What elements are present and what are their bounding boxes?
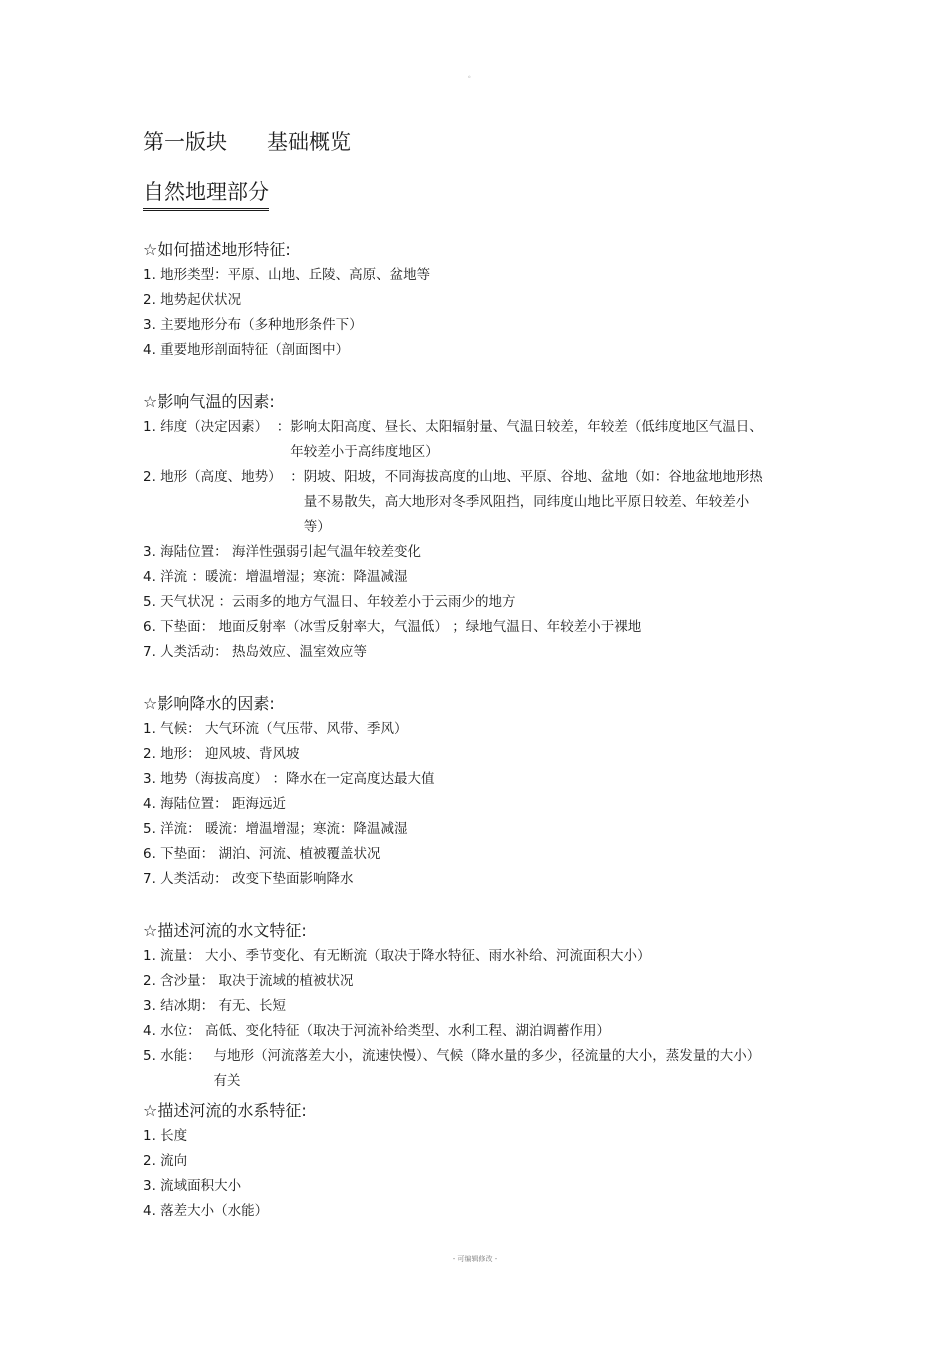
section [143, 389, 763, 665]
item-number: 4. [143, 1023, 161, 1039]
item-number: 1. [143, 1128, 161, 1144]
item-number: 5. [143, 1048, 161, 1064]
list-item [143, 263, 763, 288]
item-text: 水位： 高低、变化特征（取决于河流补给类型、水利工程、湖泊调蓄作用） [160, 1023, 610, 1039]
item-text: 影响太阳高度、昼长、太阳辐射量、气温日较差，年较差（低纬度地区气温日、年较差小于高纬度地区） [290, 419, 763, 460]
item-label: 地形（高度、地势） ： [160, 469, 304, 485]
list-item [143, 1124, 763, 1149]
item-number: 7. [143, 871, 161, 887]
section [143, 691, 763, 892]
item-number: 6. [143, 619, 161, 635]
list-item [143, 288, 763, 313]
item-number: 2. [143, 292, 161, 308]
list-item [143, 1019, 763, 1044]
sections-container [143, 237, 763, 1224]
item-text: 洋流 ：暖流：增温增湿；寒流：降温减湿 [160, 569, 408, 585]
list-item [143, 640, 763, 665]
list-item [143, 1044, 763, 1094]
item-text: 海陆位置： 海洋性强弱引起气温年较差变化 [160, 544, 421, 560]
item-number: 3. [143, 998, 161, 1014]
item-text: 流向 [160, 1153, 188, 1169]
item-number: 2. [143, 469, 161, 485]
list-item [143, 994, 763, 1019]
item-text: 地势（海拔高度） ：降水在一定高度达最大值 [160, 771, 435, 787]
item-text: 主要地形分布（多种地形条件下） [160, 317, 363, 333]
item-number: 3. [143, 1178, 161, 1194]
item-text: 天气状况 ：云雨多的地方气温日、年较差小于云雨少的地方 [160, 594, 516, 610]
item-number: 3. [143, 771, 161, 787]
item-number: 3. [143, 317, 161, 333]
item-text: 地势起伏状况 [160, 292, 242, 308]
list-item [143, 717, 763, 742]
list-item [143, 465, 763, 540]
item-number: 2. [143, 1153, 161, 1169]
list-item [143, 615, 763, 640]
list-item [143, 817, 763, 842]
item-label: 水能： [160, 1048, 214, 1064]
item-number: 4. [143, 569, 161, 585]
list-item [143, 540, 763, 565]
item-number: 7. [143, 644, 161, 660]
item-number: 4. [143, 1203, 161, 1219]
list-item [143, 767, 763, 792]
header-mark: 。 [468, 71, 475, 79]
list-item [143, 1199, 763, 1224]
item-text: 气候： 大气环流（气压带、风带、季风） [160, 721, 408, 737]
item-text: 海陆位置： 距海远近 [160, 796, 286, 812]
block-title: 第一版块 基础概览 [143, 130, 352, 154]
list-item [143, 415, 763, 465]
item-number: 5. [143, 821, 161, 837]
item-text: 长度 [160, 1128, 188, 1144]
item-text: 人类活动： 改变下垫面影响降水 [160, 871, 354, 887]
item-text: 结冰期： 有无、长短 [160, 998, 286, 1014]
section-heading: ☆影响降水的因素: [143, 694, 275, 713]
item-number: 6. [143, 846, 161, 862]
item-number: 3. [143, 544, 161, 560]
list-item [143, 565, 763, 590]
item-text: 地形类型：平原、山地、丘陵、高原、盆地等 [160, 267, 431, 283]
section-heading: ☆影响气温的因素: [143, 392, 275, 411]
list-item [143, 590, 763, 615]
footer-mark: - 可编辑修改 - [452, 1255, 498, 1263]
item-number: 1. [143, 267, 161, 283]
list-item [143, 944, 763, 969]
item-number: 4. [143, 342, 161, 358]
item-number: 4. [143, 796, 161, 812]
list-item [143, 742, 763, 767]
section [143, 918, 763, 1094]
list-item [143, 1174, 763, 1199]
list-item [143, 1149, 763, 1174]
item-number: 1. [143, 419, 161, 435]
item-number: 2. [143, 746, 161, 762]
item-text: 重要地形剖面特征（剖面图中） [160, 342, 350, 358]
item-text: 流域面积大小 [160, 1178, 242, 1194]
item-text: 流量： 大小、季节变化、有无断流（取决于降水特征、雨水补给、河流面积大小） [160, 948, 651, 964]
section-heading: ☆如何描述地形特征: [143, 240, 291, 259]
item-number: 1. [143, 948, 161, 964]
document-body [143, 126, 763, 1224]
item-text: 与地形（河流落差大小，流速快慢）、气候（降水量的多少，径流量的大小，蒸发量的大小）有关 [213, 1048, 761, 1089]
list-item [143, 842, 763, 867]
section [143, 1098, 763, 1224]
list-item [143, 338, 763, 363]
part-title: 自然地理部分 [143, 176, 269, 211]
item-text: 洋流： 暖流：增温增湿；寒流：降温减湿 [160, 821, 408, 837]
section-heading: ☆描述河流的水文特征: [143, 921, 307, 940]
item-number: 1. [143, 721, 161, 737]
list-item [143, 867, 763, 892]
item-text: 含沙量： 取决于流域的植被状况 [160, 973, 354, 989]
item-text: 下垫面： 地面反射率（冰雪反射率大，气温低） ；绿地气温日、年较差小于裸地 [160, 619, 642, 635]
item-text: 地形： 迎风坡、背风坡 [160, 746, 300, 762]
item-number: 2. [143, 973, 161, 989]
item-number: 5. [143, 594, 161, 610]
item-text: 落差大小（水能） [160, 1203, 269, 1219]
item-text: 人类活动： 热岛效应、温室效应等 [160, 644, 367, 660]
item-text: 阴坡、阳坡，不同海拔高度的山地、平原、谷地、盆地（如：谷地盆地地形热量不易散失，高大地形对冬季风阻挡，同纬度山地比平原日较差、年较差小等） [303, 469, 763, 535]
list-item [143, 792, 763, 817]
list-item [143, 969, 763, 994]
item-text: 下垫面： 湖泊、河流、植被覆盖状况 [160, 846, 381, 862]
section [143, 237, 763, 363]
list-item [143, 313, 763, 338]
section-heading: ☆描述河流的水系特征: [143, 1101, 307, 1120]
item-label: 纬度（决定因素） ： [160, 419, 291, 435]
